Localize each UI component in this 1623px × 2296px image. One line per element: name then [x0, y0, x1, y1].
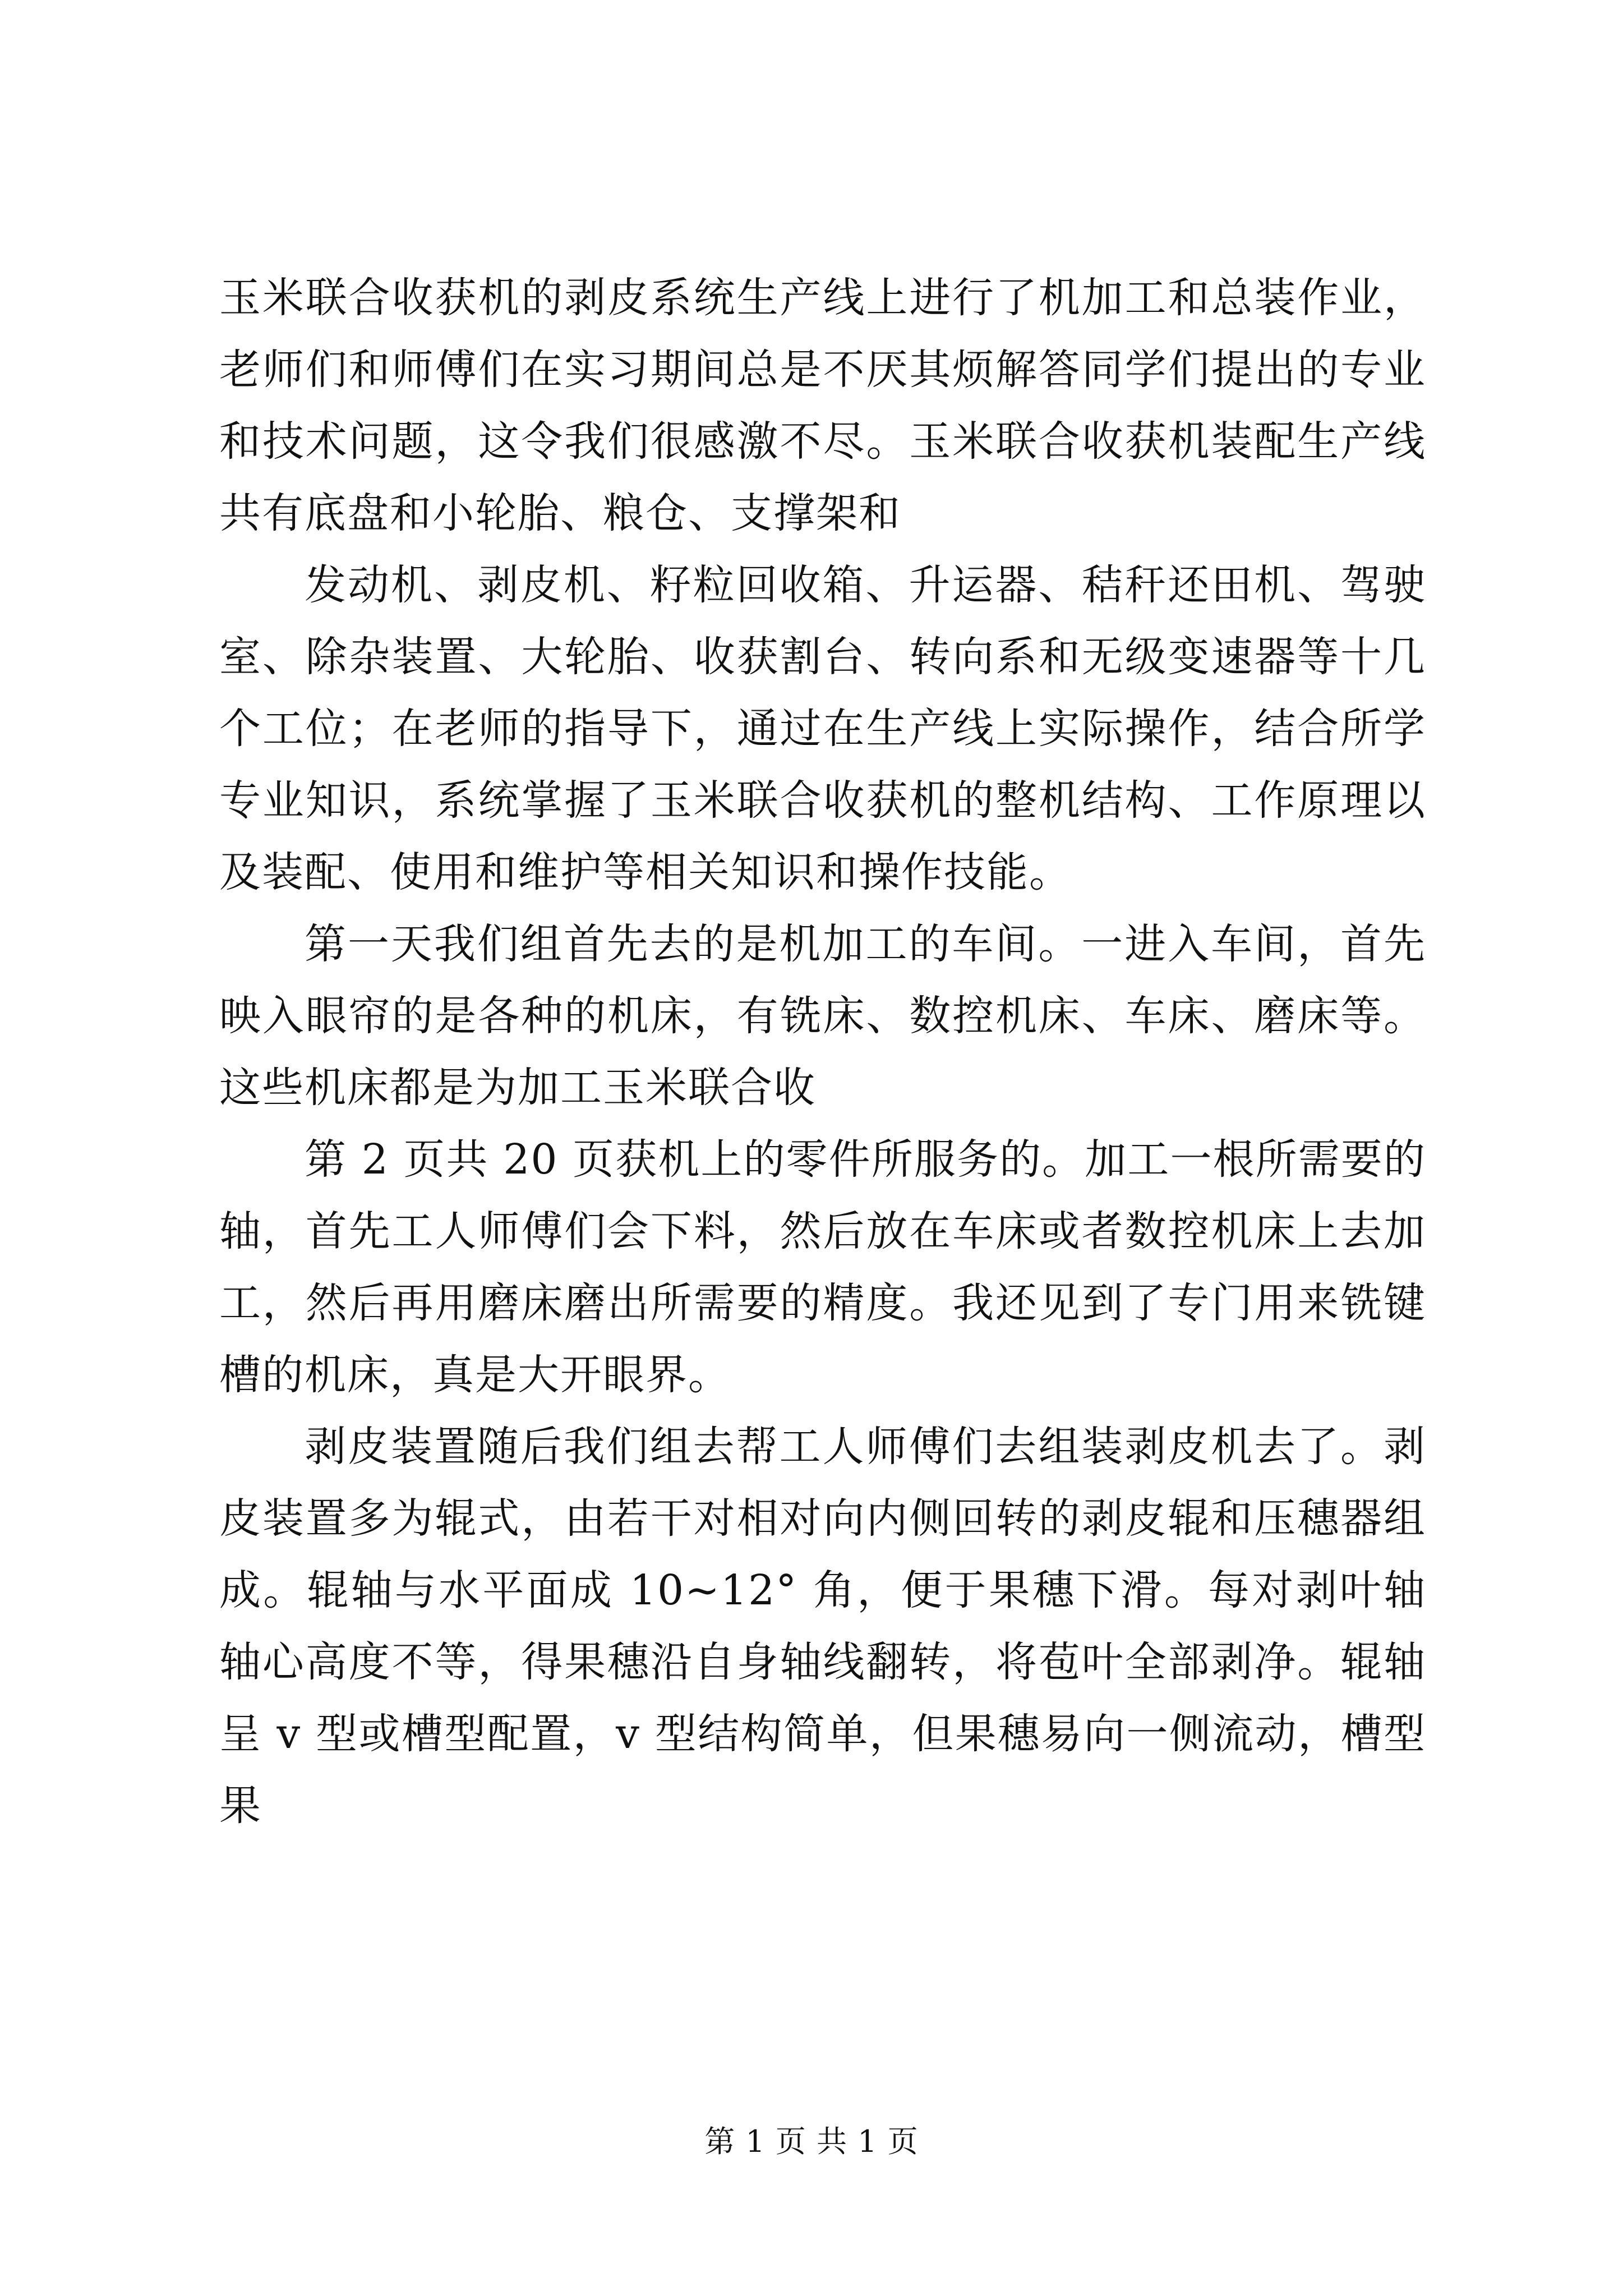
page-footer: 第 1 页 共 1 页 [704, 2124, 919, 2159]
document-body [219, 262, 1426, 1842]
paragraph-4: 第 2 页共 20 页获机上的零件所服务的。加工一根所需要的轴，首先工人师傅们会下料，然后放在车床或者数控机床上去加工，然后再用磨床磨出所需要的精度。我还见到了专门用来铣键槽的机床，真是大开眼界。 [219, 1135, 1426, 1399]
paragraph-5: 剥皮装置随后我们组去帮工人师傅们去组装剥皮机去了。剥皮装置多为辊式，由若干对相对向内侧回转的剥皮辊和压穗器组成。辊轴与水平面成 10~12° 角，便于果穗下滑。每对剥叶轴轴心高度不等，得果穗沿自身轴线翻转，将苞叶全部剥净。辊轴呈 v 型或槽型配置，v 型结构简单，但果穗易向一侧流动，槽型果 [219, 1423, 1426, 1830]
paragraph-1: 玉米联合收获机的剥皮系统生产线上进行了机加工和总装作业，老师们和师傅们在实习期间总是不厌其烦解答同学们提出的专业和技术问题，这令我们很感激不尽。玉米联合收获机装配生产线共有底盘和小轮胎、粮仓、支撑架和 [219, 274, 1426, 537]
paragraph-2: 发动机、剥皮机、籽粒回收箱、升运器、秸秆还田机、驾驶室、除杂装置、大轮胎、收获割台、转向系和无级变速器等十几个工位；在老师的指导下，通过在生产线上实际操作，结合所学专业知识，系统掌握了玉米联合收获机的整机结构、工作原理以及装配、使用和维护等相关知识和操作技能。 [219, 561, 1426, 896]
paragraph-3: 第一天我们组首先去的是机加工的车间。一进入车间，首先映入眼帘的是各种的机床，有铣床、数控机床、车床、磨床等。这些机床都是为加工玉米联合收 [219, 920, 1426, 1112]
